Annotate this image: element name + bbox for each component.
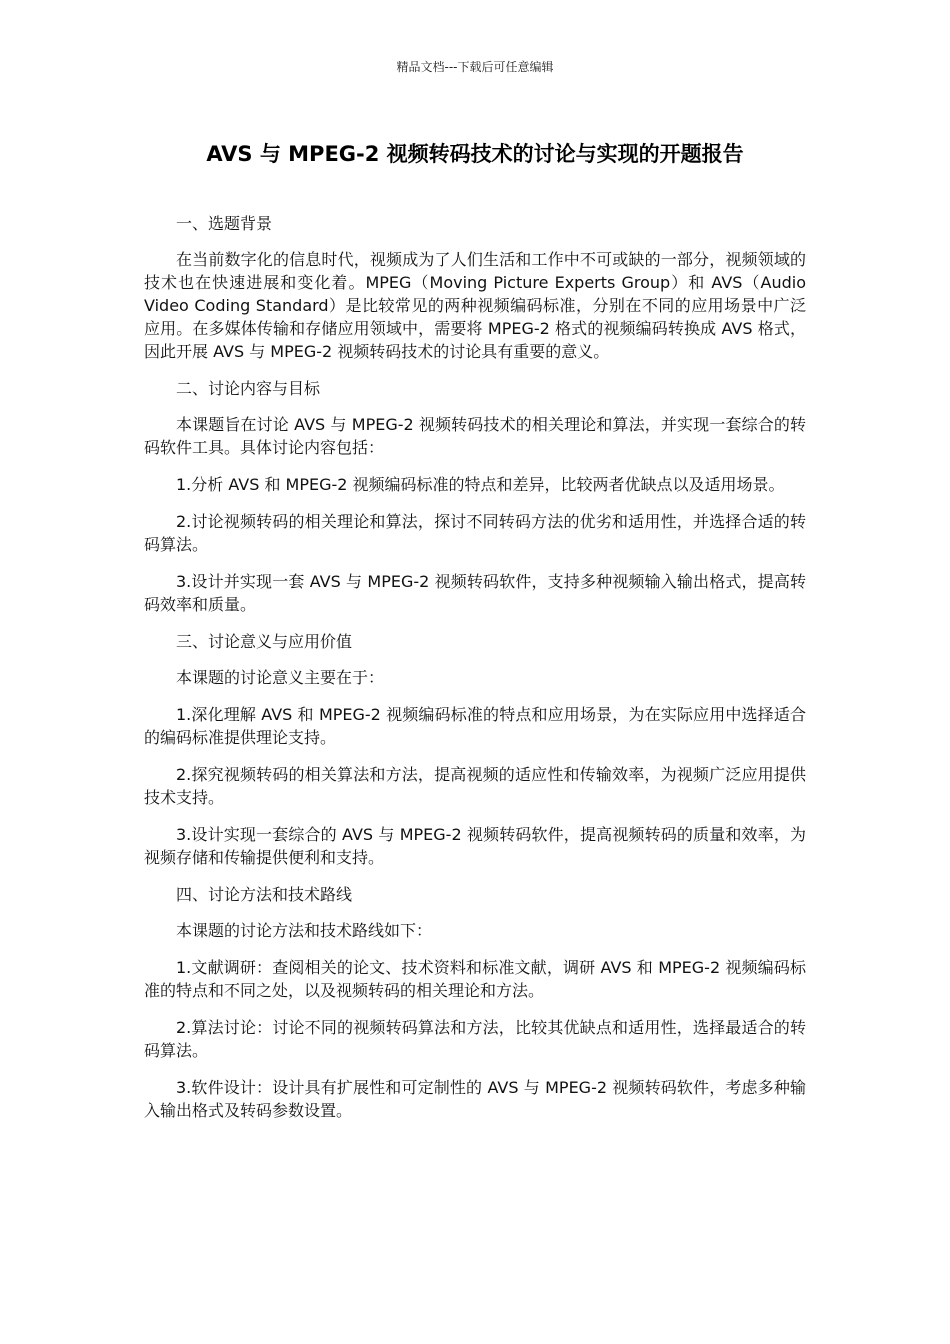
paragraph-content-intro: 本课题旨在讨论 AVS 与 MPEG-2 视频转码技术的相关理论和算法，并实现一套综合的转码软件工具。具体讨论内容包括： (144, 415, 806, 457)
section-heading-content-goals: 二、讨论内容与目标 (176, 379, 321, 398)
paragraph-methods-intro: 本课题的讨论方法和技术路线如下： (176, 921, 433, 940)
list-item-significance-3: 3.设计实现一套综合的 AVS 与 MPEG-2 视频转码软件，提高视频转码的质量和效率，为视频存储和传输提供便利和支持。 (144, 825, 806, 867)
document-title: AVS 与 MPEG-2 视频转码技术的讨论与实现的开题报告 (206, 142, 744, 166)
list-item-content-1: 1.分析 AVS 和 MPEG-2 视频编码标准的特点和差异，比较两者优缺点以及适用场景。 (176, 475, 785, 494)
document-body (144, 212, 806, 1136)
paragraph-significance-intro: 本课题的讨论意义主要在于： (176, 668, 385, 687)
list-item-significance-2: 2.探究视频转码的相关算法和方法，提高视频的适应性和传输效率，为视频广泛应用提供技术支持。 (144, 765, 806, 807)
list-item-methods-3: 3.软件设计：设计具有扩展性和可定制性的 AVS 与 MPEG-2 视频转码软件，考虑多种输入输出格式及转码参数设置。 (144, 1078, 806, 1120)
paragraph-background: 在当前数字化的信息时代，视频成为了人们生活和工作中不可或缺的一部分，视频领域的技术也在快速进展和变化着。MPEG（Moving Picture Experts Group）和 AVS（Audio Video Coding Standard）是比较常见的两种视频编码标准，分别在不同的应用场景中广泛应用。在多媒体传输和存储应用领域中，需要将 MPEG-2 格式的视频编码转换成 AVS 格式，因此开展 AVS 与 MPEG-2 视频转码技术的讨论具有重要的意义。 (144, 250, 806, 361)
header-note: 精品文档---下载后可任意编辑 (396, 60, 554, 74)
list-item-methods-2: 2.算法讨论：讨论不同的视频转码算法和方法，比较其优缺点和适用性，选择最适合的转码算法。 (144, 1018, 806, 1060)
list-item-methods-1: 1.文献调研：查阅相关的论文、技术资料和标准文献，调研 AVS 和 MPEG-2 视频编码标准的特点和不同之处，以及视频转码的相关理论和方法。 (144, 958, 806, 1000)
list-item-significance-1: 1.深化理解 AVS 和 MPEG-2 视频编码标准的特点和应用场景，为在实际应用中选择适合的编码标准提供理论支持。 (144, 705, 806, 747)
section-heading-significance: 三、讨论意义与应用价值 (176, 632, 353, 651)
list-item-content-3: 3.设计并实现一套 AVS 与 MPEG-2 视频转码软件，支持多种视频输入输出格式，提高转码效率和质量。 (144, 572, 806, 614)
section-heading-methods: 四、讨论方法和技术路线 (176, 885, 353, 904)
section-heading-background: 一、选题背景 (176, 214, 273, 233)
list-item-content-2: 2.讨论视频转码的相关理论和算法，探讨不同转码方法的优劣和适用性，并选择合适的转码算法。 (144, 512, 806, 554)
